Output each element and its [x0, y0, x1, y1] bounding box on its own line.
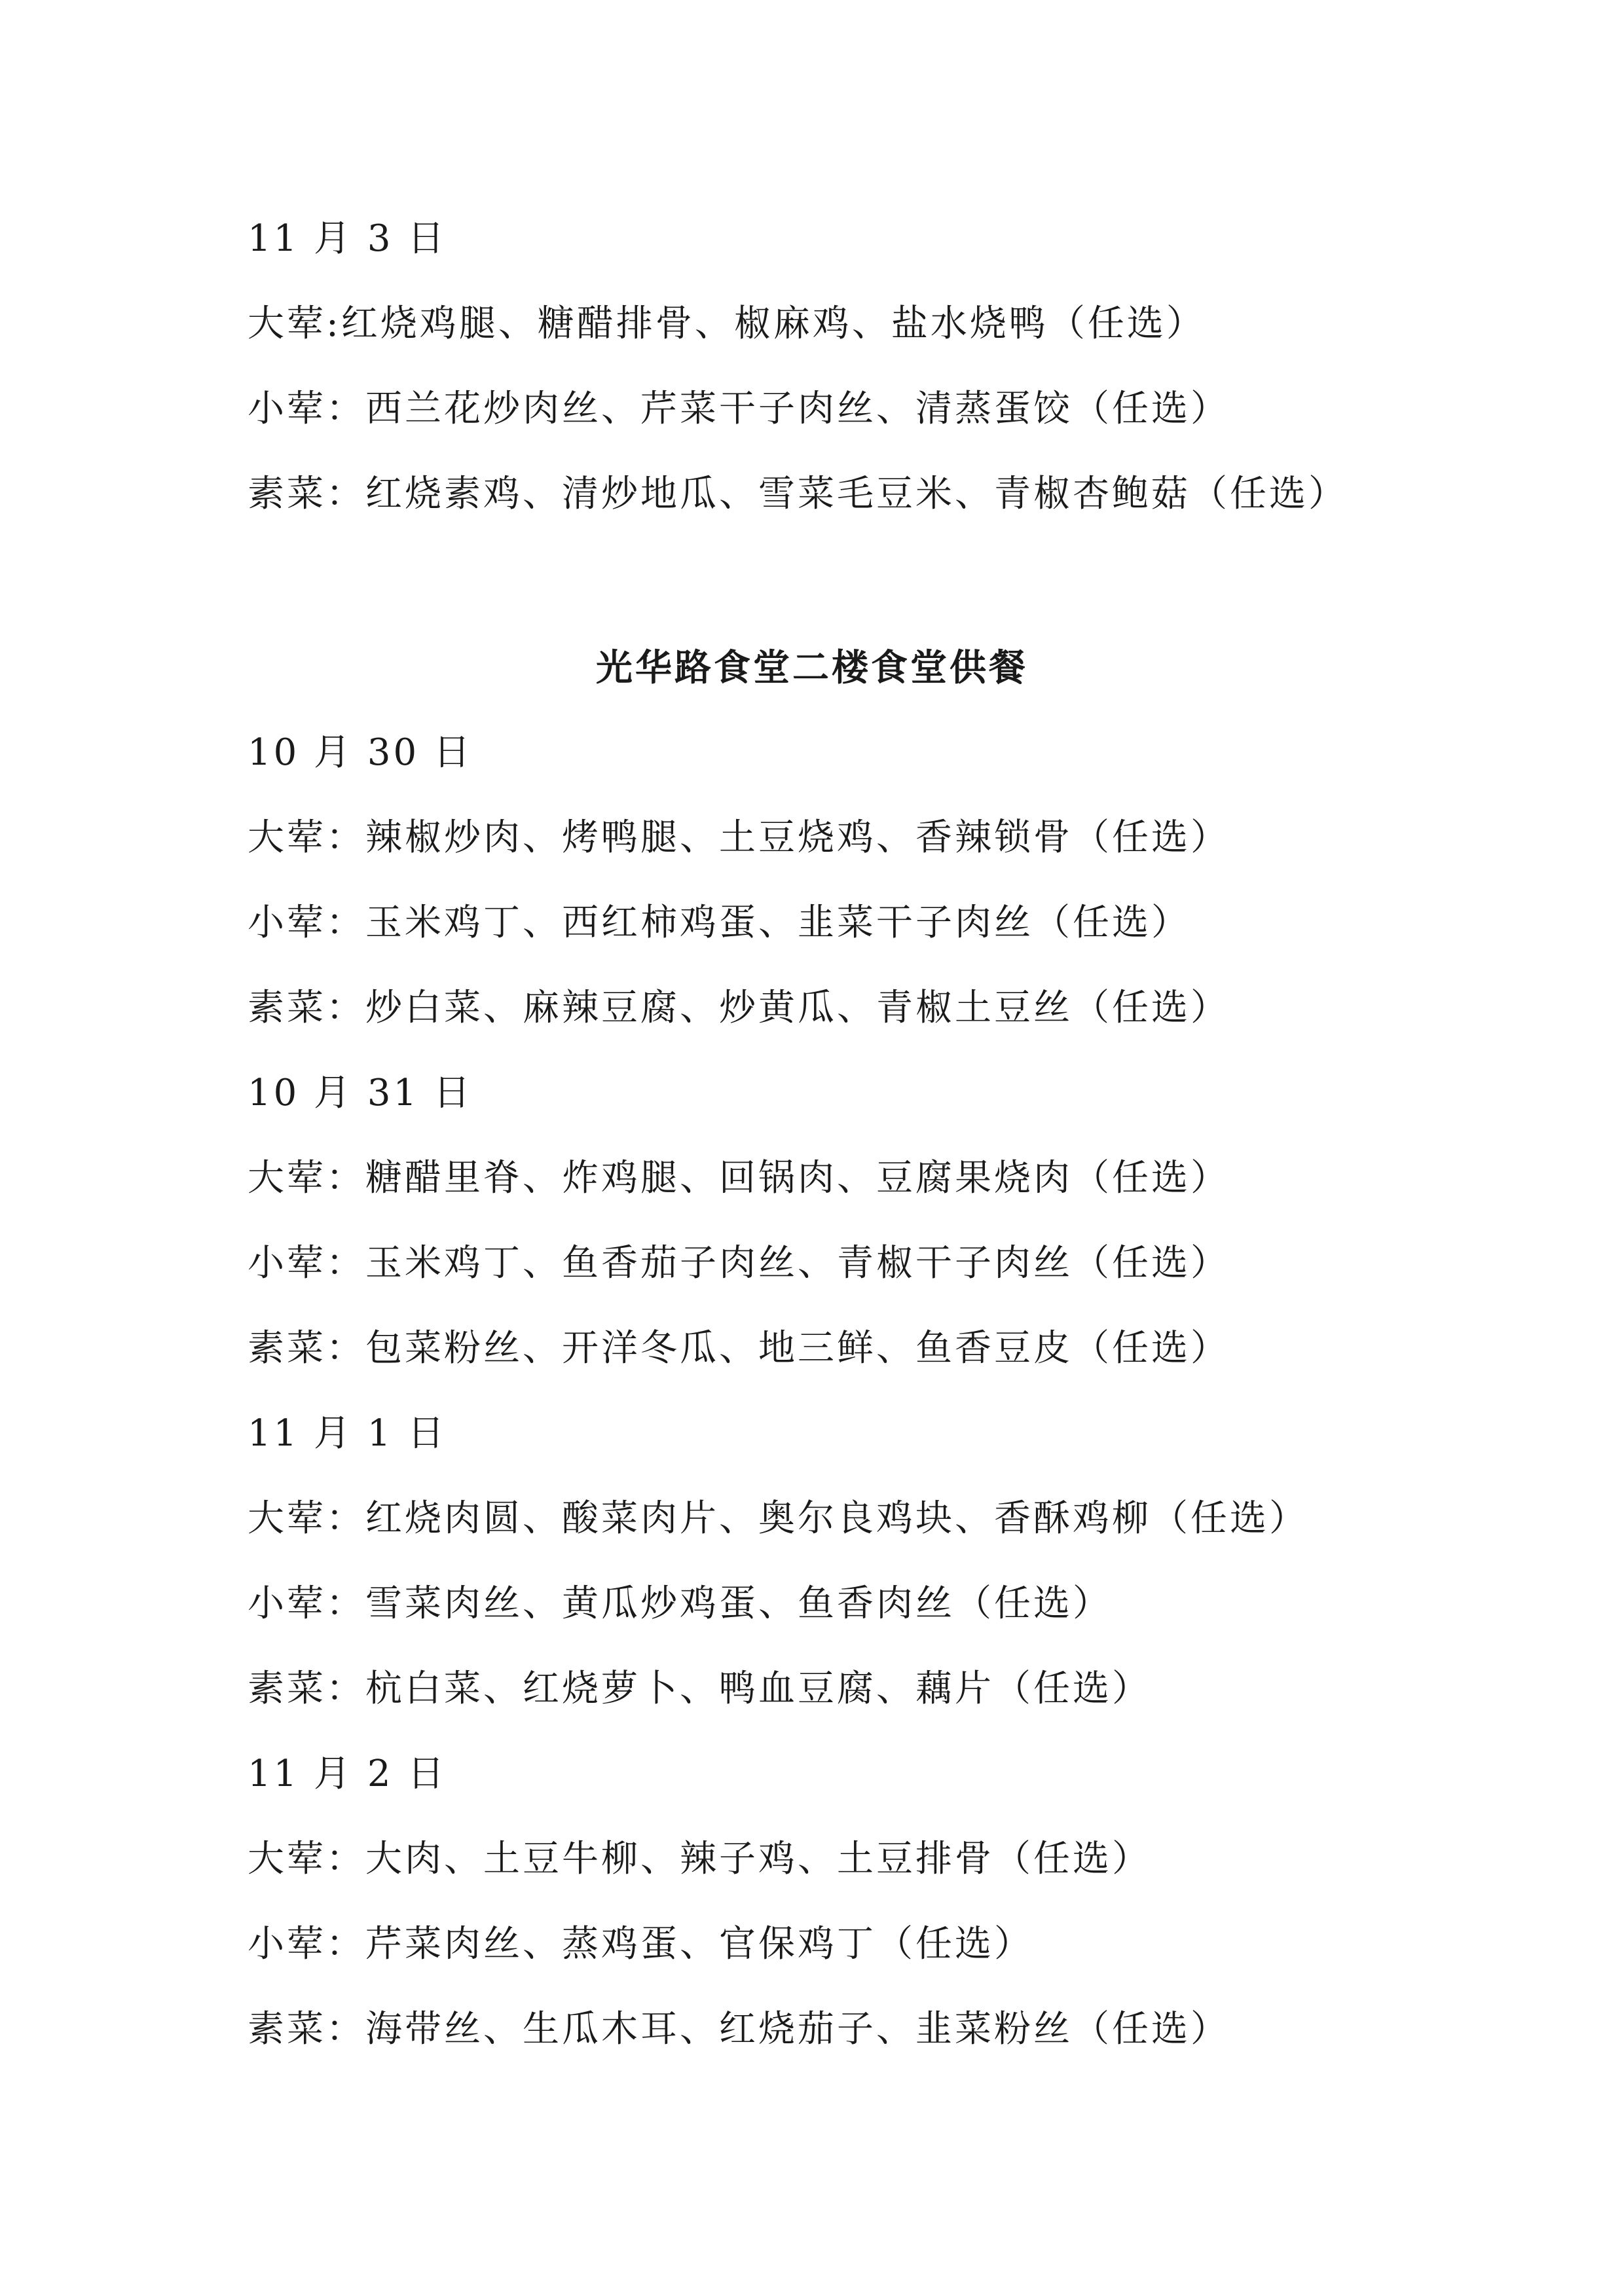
menu-date: 11 月 1 日	[248, 1412, 447, 1455]
small-meat-line: 小荤：玉米鸡丁、西红柿鸡蛋、韭菜干子肉丝（任选）	[248, 902, 1190, 944]
vegetable-line: 素菜：红烧素鸡、清炒地瓜、雪菜毛豆米、青椒杏鲍菇（任选）	[248, 473, 1348, 515]
small-meat-line: 小荤：雪菜肉丝、黄瓜炒鸡蛋、鱼香肉丝（任选）	[248, 1582, 1112, 1625]
vegetable-line: 素菜：包菜粉丝、开洋冬瓜、地三鲜、鱼香豆皮（任选）	[248, 1327, 1230, 1370]
large-meat-line: 大荤：红烧肉圆、酸菜肉片、奥尔良鸡块、香酥鸡柳（任选）	[248, 1497, 1308, 1540]
large-meat-line: 大荤：辣椒炒肉、烤鸭腿、土豆烧鸡、香辣锁骨（任选）	[248, 816, 1230, 859]
vegetable-line: 素菜：海带丝、生瓜木耳、红烧茄子、韭菜粉丝（任选）	[248, 2008, 1230, 2050]
section-title: 光华路食堂二楼食堂供餐	[596, 646, 1028, 689]
menu-date: 10 月 31 日	[248, 1072, 473, 1114]
menu-date: 10 月 30 日	[248, 731, 473, 774]
menu-date: 11 月 2 日	[248, 1753, 447, 1795]
menu-date: 11 月 3 日	[248, 217, 447, 260]
vegetable-line: 素菜：杭白菜、红烧萝卜、鸭血豆腐、藕片（任选）	[248, 1667, 1151, 1710]
small-meat-line: 小荤：芹菜肉丝、蒸鸡蛋、官保鸡丁（任选）	[248, 1923, 1033, 1965]
small-meat-line: 小荤：玉米鸡丁、鱼香茄子肉丝、青椒干子肉丝（任选）	[248, 1242, 1230, 1285]
large-meat-line: 大荤：糖醋里脊、炸鸡腿、回锅肉、豆腐果烧肉（任选）	[248, 1157, 1230, 1199]
small-meat-line: 小荤：西兰花炒肉丝、芹菜干子肉丝、清蒸蛋饺（任选）	[248, 388, 1230, 430]
large-meat-line: 大荤:红烧鸡腿、糖醋排骨、椒麻鸡、盐水烧鸭（任选）	[248, 302, 1206, 345]
vegetable-line: 素菜：炒白菜、麻辣豆腐、炒黄瓜、青椒土豆丝（任选）	[248, 987, 1230, 1029]
large-meat-line: 大荤：大肉、土豆牛柳、辣子鸡、土豆排骨（任选）	[248, 1838, 1151, 1880]
